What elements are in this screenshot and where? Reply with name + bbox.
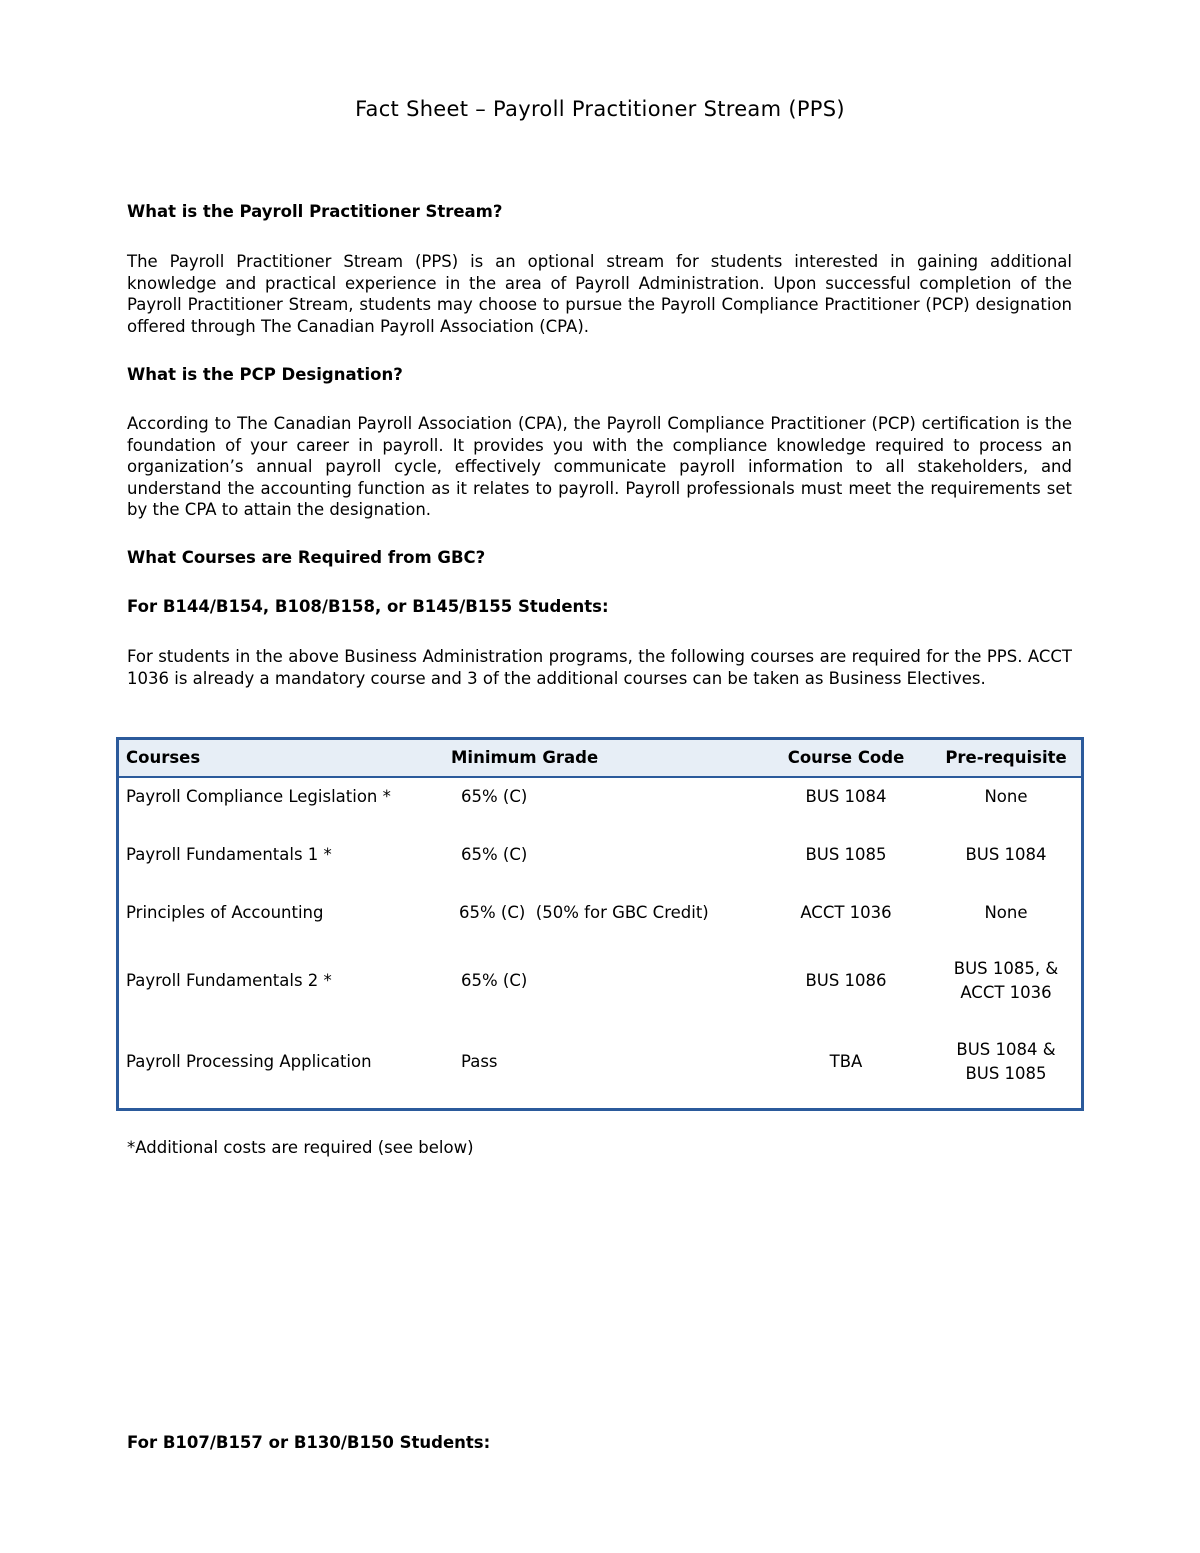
footnote-additional-costs: *Additional costs are required (see below) — [127, 1138, 474, 1157]
paragraph-for-b144-students: For students in the above Business Administration programs, the following courses are required for the PPS. ACCT 1036 is already a mandatory course and 3 of the additional courses can be taken as Business Electives. — [127, 647, 1072, 688]
cell-code: ACCT 1036 — [800, 903, 892, 922]
cell-grade: 65% (C) — [461, 971, 528, 990]
cell-code: TBA — [829, 1052, 863, 1071]
paragraph-what-is-pps: The Payroll Practitioner Stream (PPS) is an optional stream for students interested in gaining additional knowledge and practical experience in the area of Payroll Administration. Upon successful completion of the Payroll Practitioner Stream, students may choose to pursue the Payroll Compliance Practitioner (PCP) designation offered through The Canadian Payroll Association (CPA). — [127, 252, 1072, 336]
heading-what-is-pcp: What is the PCP Designation? — [127, 365, 403, 384]
cell-prereq-line-2: BUS 1085 — [965, 1064, 1047, 1083]
cell-course: Payroll Compliance Legislation * — [126, 787, 391, 806]
cell-prereq-line-1: BUS 1084 & — [956, 1040, 1056, 1059]
course-table — [116, 737, 1084, 1111]
header-courses: Courses — [126, 748, 201, 767]
cell-grade: 65% (C) (50% for GBC Credit) — [459, 903, 709, 922]
header-course-code: Course Code — [787, 748, 905, 767]
header-pre-requisite: Pre-requisite — [945, 748, 1067, 767]
heading-for-b107-students: For B107/B157 or B130/B150 Students: — [127, 1433, 491, 1452]
cell-course: Payroll Processing Application — [126, 1052, 372, 1071]
heading-what-is-pps: What is the Payroll Practitioner Stream? — [127, 202, 503, 221]
cell-code: BUS 1086 — [805, 971, 887, 990]
header-minimum-grade: Minimum Grade — [451, 748, 599, 767]
page-title: Fact Sheet – Payroll Practitioner Stream (PPS) — [355, 97, 845, 121]
cell-course: Principles of Accounting — [126, 903, 324, 922]
cell-prereq-line-1: BUS 1085, & — [953, 959, 1059, 978]
heading-courses-required: What Courses are Required from GBC? — [127, 548, 486, 567]
cell-grade: 65% (C) — [461, 787, 528, 806]
cell-grade: Pass — [461, 1052, 498, 1071]
cell-code: BUS 1085 — [805, 845, 887, 864]
cell-grade: 65% (C) — [461, 845, 528, 864]
cell-prereq: None — [984, 787, 1028, 806]
cell-prereq: None — [984, 903, 1028, 922]
heading-for-b144-students: For B144/B154, B108/B158, or B145/B155 Students: — [127, 597, 609, 616]
cell-code: BUS 1084 — [805, 787, 887, 806]
cell-prereq: BUS 1084 — [965, 845, 1047, 864]
cell-course: Payroll Fundamentals 2 * — [126, 971, 332, 990]
paragraph-what-is-pcp: According to The Canadian Payroll Association (CPA), the Payroll Compliance Practitioner (PCP) certification is the foundation of your career in payroll. It provides you with the compliance knowledge required to process an organization’s annual payroll cycle, effectively communicate payroll information to all stakeholders, and understand the accounting function as it relates to payroll. Payroll professionals must meet the requirements set by the CPA to attain the designation. — [127, 414, 1072, 520]
cell-prereq-line-2: ACCT 1036 — [960, 983, 1052, 1002]
cell-course: Payroll Fundamentals 1 * — [126, 845, 332, 864]
table-header-row — [119, 740, 1081, 778]
